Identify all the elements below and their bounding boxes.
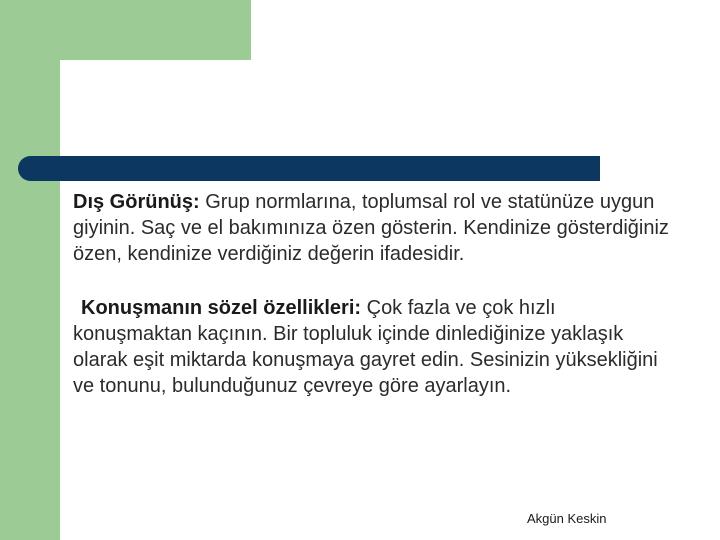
slide-body [73, 189, 673, 399]
paragraph-speech [73, 295, 673, 399]
paragraph-lead: Konuşmanın sözel özellikleri: [81, 297, 362, 319]
paragraph-text: Çok fazla ve çok hızlı konuşmaktan kaçının. Bir topluluk içinde dinlediğinize yaklaşık olarak eşit miktarda konuşmaya gayret edin. Sesinizin yüksekliğini ve tonunu, bulunduğunuz çevreye göre ayarlayın. [73, 297, 658, 397]
left-green-rail [0, 0, 60, 540]
paragraph-lead: Dış Görünüş: [73, 191, 200, 213]
paragraph-appearance [73, 189, 673, 267]
paragraph-text: Grup normlarına, toplumsal rol ve statünüze uygun giyinin. Saç ve el bakımınıza özen gösterin. Kendinize gösterdiğiniz özen, kendinize verdiğiniz değerin ifadesidir. [73, 191, 669, 265]
top-green-block [0, 0, 251, 60]
title-bar [18, 156, 600, 181]
author-footer: Akgün Keskin [527, 511, 607, 526]
